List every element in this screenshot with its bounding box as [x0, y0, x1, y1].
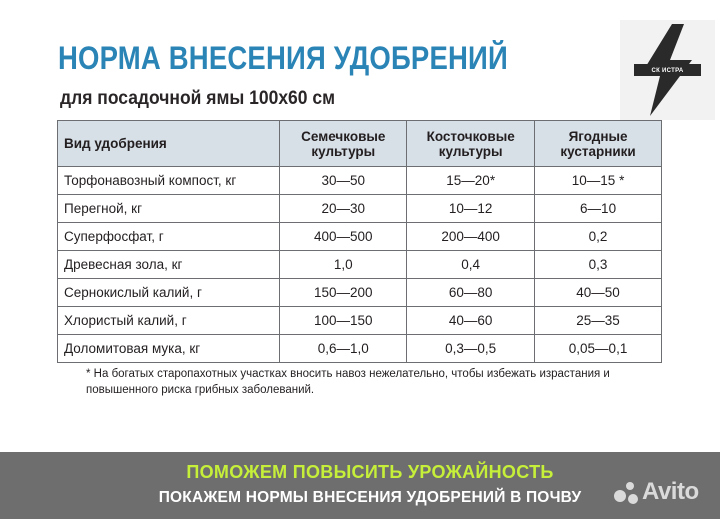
table-cell: Доломитовая мука, кг	[58, 335, 280, 363]
column-header-berry: Ягодные кустарники	[535, 121, 662, 167]
avito-dot	[626, 482, 634, 490]
table-cell: 30—50	[280, 167, 407, 195]
avito-dots-icon	[614, 490, 626, 502]
avito-watermark	[612, 478, 717, 508]
table-cell: 0,3	[535, 251, 662, 279]
page-title: НОРМА ВНЕСЕНИЯ УДОБРЕНИЙ	[58, 40, 508, 76]
logo-text: СК ИСТРА	[651, 68, 684, 74]
table-row	[58, 195, 662, 223]
table-header-row	[58, 121, 662, 167]
table-cell: 10—15 *	[535, 167, 662, 195]
column-header-fertilizer: Вид удобрения	[58, 121, 280, 167]
table-row	[58, 307, 662, 335]
table-row	[58, 251, 662, 279]
table-cell: 1,0	[280, 251, 407, 279]
table-cell: 0,4	[407, 251, 535, 279]
page-subtitle: для посадочной ямы 100х60 см	[60, 88, 336, 109]
footnote: * На богатых старопахотных участках вносить навоз нежелательно, чтобы избежать израстания и повышенного риска грибных заболеваний.	[86, 368, 610, 396]
table-cell: Древесная зола, кг	[58, 251, 280, 279]
table-row	[58, 279, 662, 307]
table-cell: Сернокислый калий, г	[58, 279, 280, 307]
avito-text: Avito	[642, 478, 699, 505]
table-cell: 6—10	[535, 195, 662, 223]
table-cell: 20—30	[280, 195, 407, 223]
table-cell: 60—80	[407, 279, 535, 307]
table-cell: Суперфосфат, г	[58, 223, 280, 251]
column-header-pome: Семечковые культуры	[280, 121, 407, 167]
table-row	[58, 167, 662, 195]
table-cell: Перегной, кг	[58, 195, 280, 223]
table-cell: 15—20*	[407, 167, 535, 195]
table-cell: 0,2	[535, 223, 662, 251]
table-cell: 100—150	[280, 307, 407, 335]
table-cell: Торфонавозный компост, кг	[58, 167, 280, 195]
table-cell: 150—200	[280, 279, 407, 307]
company-logo	[620, 20, 715, 120]
table-cell: 0,3—0,5	[407, 335, 535, 363]
table-row	[58, 335, 662, 363]
avito-dot	[628, 494, 638, 504]
table-cell: 400—500	[280, 223, 407, 251]
banner-subline: ПОКАЖЕМ НОРМЫ ВНЕСЕНИЯ УДОБРЕНИЙ В ПОЧВУ	[158, 489, 582, 506]
table-cell: 0,05—0,1	[535, 335, 662, 363]
table-cell: 40—50	[535, 279, 662, 307]
table-cell: 40—60	[407, 307, 535, 335]
table-row	[58, 223, 662, 251]
column-header-stone: Косточковые культуры	[407, 121, 535, 167]
table-cell: 25—35	[535, 307, 662, 335]
table-cell: 10—12	[407, 195, 535, 223]
fertilizer-table	[57, 120, 662, 363]
table-cell: Хлористый калий, г	[58, 307, 280, 335]
table-cell: 200—400	[407, 223, 535, 251]
table-cell: 0,6—1,0	[280, 335, 407, 363]
banner-headline: ПОМОЖЕМ ПОВЫСИТЬ УРОЖАЙНОСТЬ	[186, 462, 554, 482]
